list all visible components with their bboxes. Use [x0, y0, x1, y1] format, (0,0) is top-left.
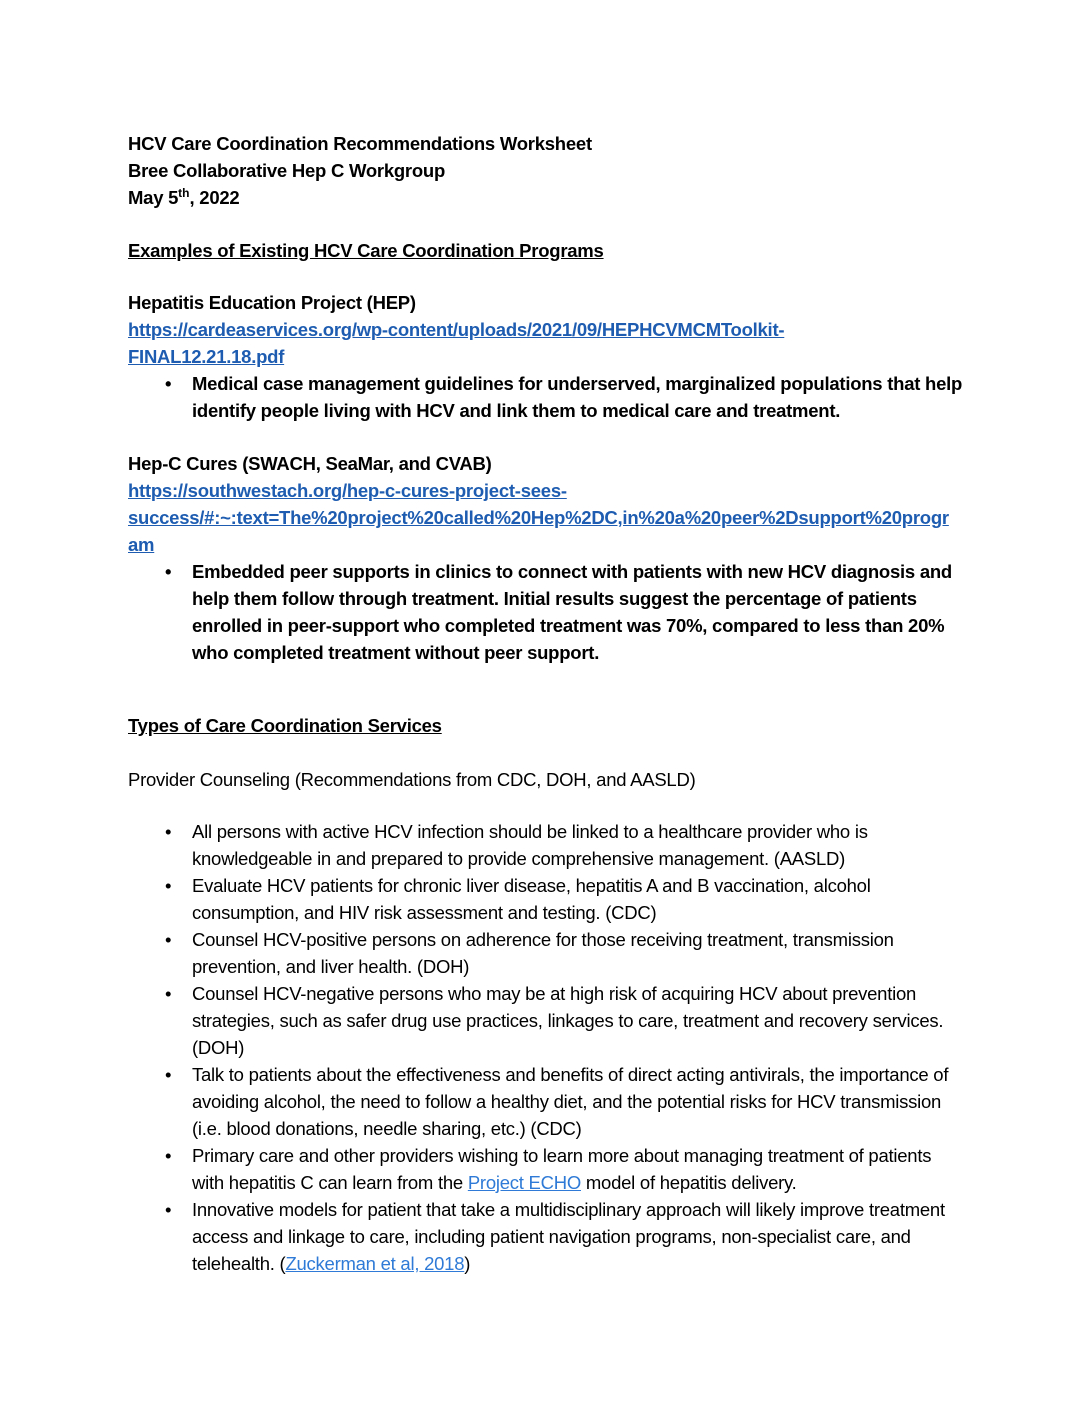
- types-bullet: • Counsel HCV-negative persons who may be at high risk of acquiring HCV about prevention strategies, such as safer drug use practices, linkages to care, treatment and recovery services. (DOH): [128, 980, 968, 1061]
- date-prefix: May 5: [128, 187, 179, 208]
- bullet-text-pre: Innovative models for patient that take a multidisciplinary approach will likely improve treatment access and linkage to care, including patient navigation programs, non-specialist care, and telehealth. (: [192, 1199, 945, 1274]
- date-suffix: , 2022: [189, 187, 240, 208]
- document-date: [128, 184, 968, 211]
- program-url-link[interactable]: [128, 477, 968, 558]
- project-echo-link[interactable]: Project ECHO: [467, 1172, 581, 1193]
- provider-counseling-intro: Provider Counseling (Recommendations from CDC, DOH, and AASLD): [128, 769, 696, 790]
- document-title: HCV Care Coordination Recommendations Worksheet: [128, 133, 592, 154]
- program-url-line: https://cardeaservices.org/wp-content/uploads/2021/09/HEPHCVMCMToolkit-: [128, 319, 785, 340]
- types-bullet-list: [128, 818, 968, 1277]
- document-header: [128, 130, 968, 211]
- program-bullet-list: [128, 370, 968, 424]
- types-bullet: [128, 1196, 968, 1277]
- types-bullet: [128, 1142, 968, 1196]
- types-section-heading: Types of Care Coordination Services: [128, 715, 442, 736]
- program-url-line: https://southwestach.org/hep-c-cures-project-sees-: [128, 480, 567, 501]
- bullet-text-post: model of hepatitis delivery.: [581, 1172, 797, 1193]
- program-name: Hepatitis Education Project (HEP): [128, 292, 416, 313]
- program-block-hep: [128, 289, 968, 424]
- program-bullet-list: [128, 558, 968, 666]
- bullet-text-post: ): [464, 1253, 471, 1274]
- program-url-line: FINAL12.21.18.pdf: [128, 346, 285, 367]
- date-superscript: th: [178, 185, 190, 200]
- program-bullet: • Embedded peer supports in clinics to connect with patients with new HCV diagnosis and help them follow through treatment. Initial results suggest the percentage of patients enrolled in peer-support who completed treatment was 70%, compared to less than 20% who completed treatment without peer support.: [128, 558, 968, 666]
- types-bullet: • Talk to patients about the effectiveness and benefits of direct acting antivirals, the importance of avoiding alcohol, the need to follow a healthy diet, and the potential risks for HCV transmission (i.e. blood donations, needle sharing, etc.) (CDC): [128, 1061, 968, 1142]
- document-subtitle: Bree Collaborative Hep C Workgroup: [128, 160, 446, 181]
- program-name: Hep-C Cures (SWACH, SeaMar, and CVAB): [128, 453, 492, 474]
- types-bullet: • All persons with active HCV infection should be linked to a healthcare provider who is knowledgeable in and prepared to provide comprehensive management. (AASLD): [128, 818, 968, 872]
- examples-section-heading: Examples of Existing HCV Care Coordination Programs: [128, 240, 604, 261]
- bullet-text-pre: Primary care and other providers wishing to learn more about managing treatment of patients with hepatitis C can learn from the: [192, 1145, 932, 1193]
- program-block-hepc-cures: [128, 450, 968, 666]
- types-bullet: • Evaluate HCV patients for chronic liver disease, hepatitis A and B vaccination, alcohol consumption, and HIV risk assessment and testing. (CDC): [128, 872, 968, 926]
- zuckerman-link[interactable]: Zuckerman et al, 2018: [285, 1253, 465, 1274]
- types-bullet: • Counsel HCV-positive persons on adherence for those receiving treatment, transmission prevention, and liver health. (DOH): [128, 926, 968, 980]
- program-url-line: success/#:~:text=The%20project%20called%20Hep%2DC,in%20a%20peer%2Dsupport%20progr: [128, 507, 949, 528]
- program-url-line: am: [128, 534, 155, 555]
- program-bullet: • Medical case management guidelines for underserved, marginalized populations that help identify people living with HCV and link them to medical care and treatment.: [128, 370, 968, 424]
- program-url-link[interactable]: [128, 316, 968, 370]
